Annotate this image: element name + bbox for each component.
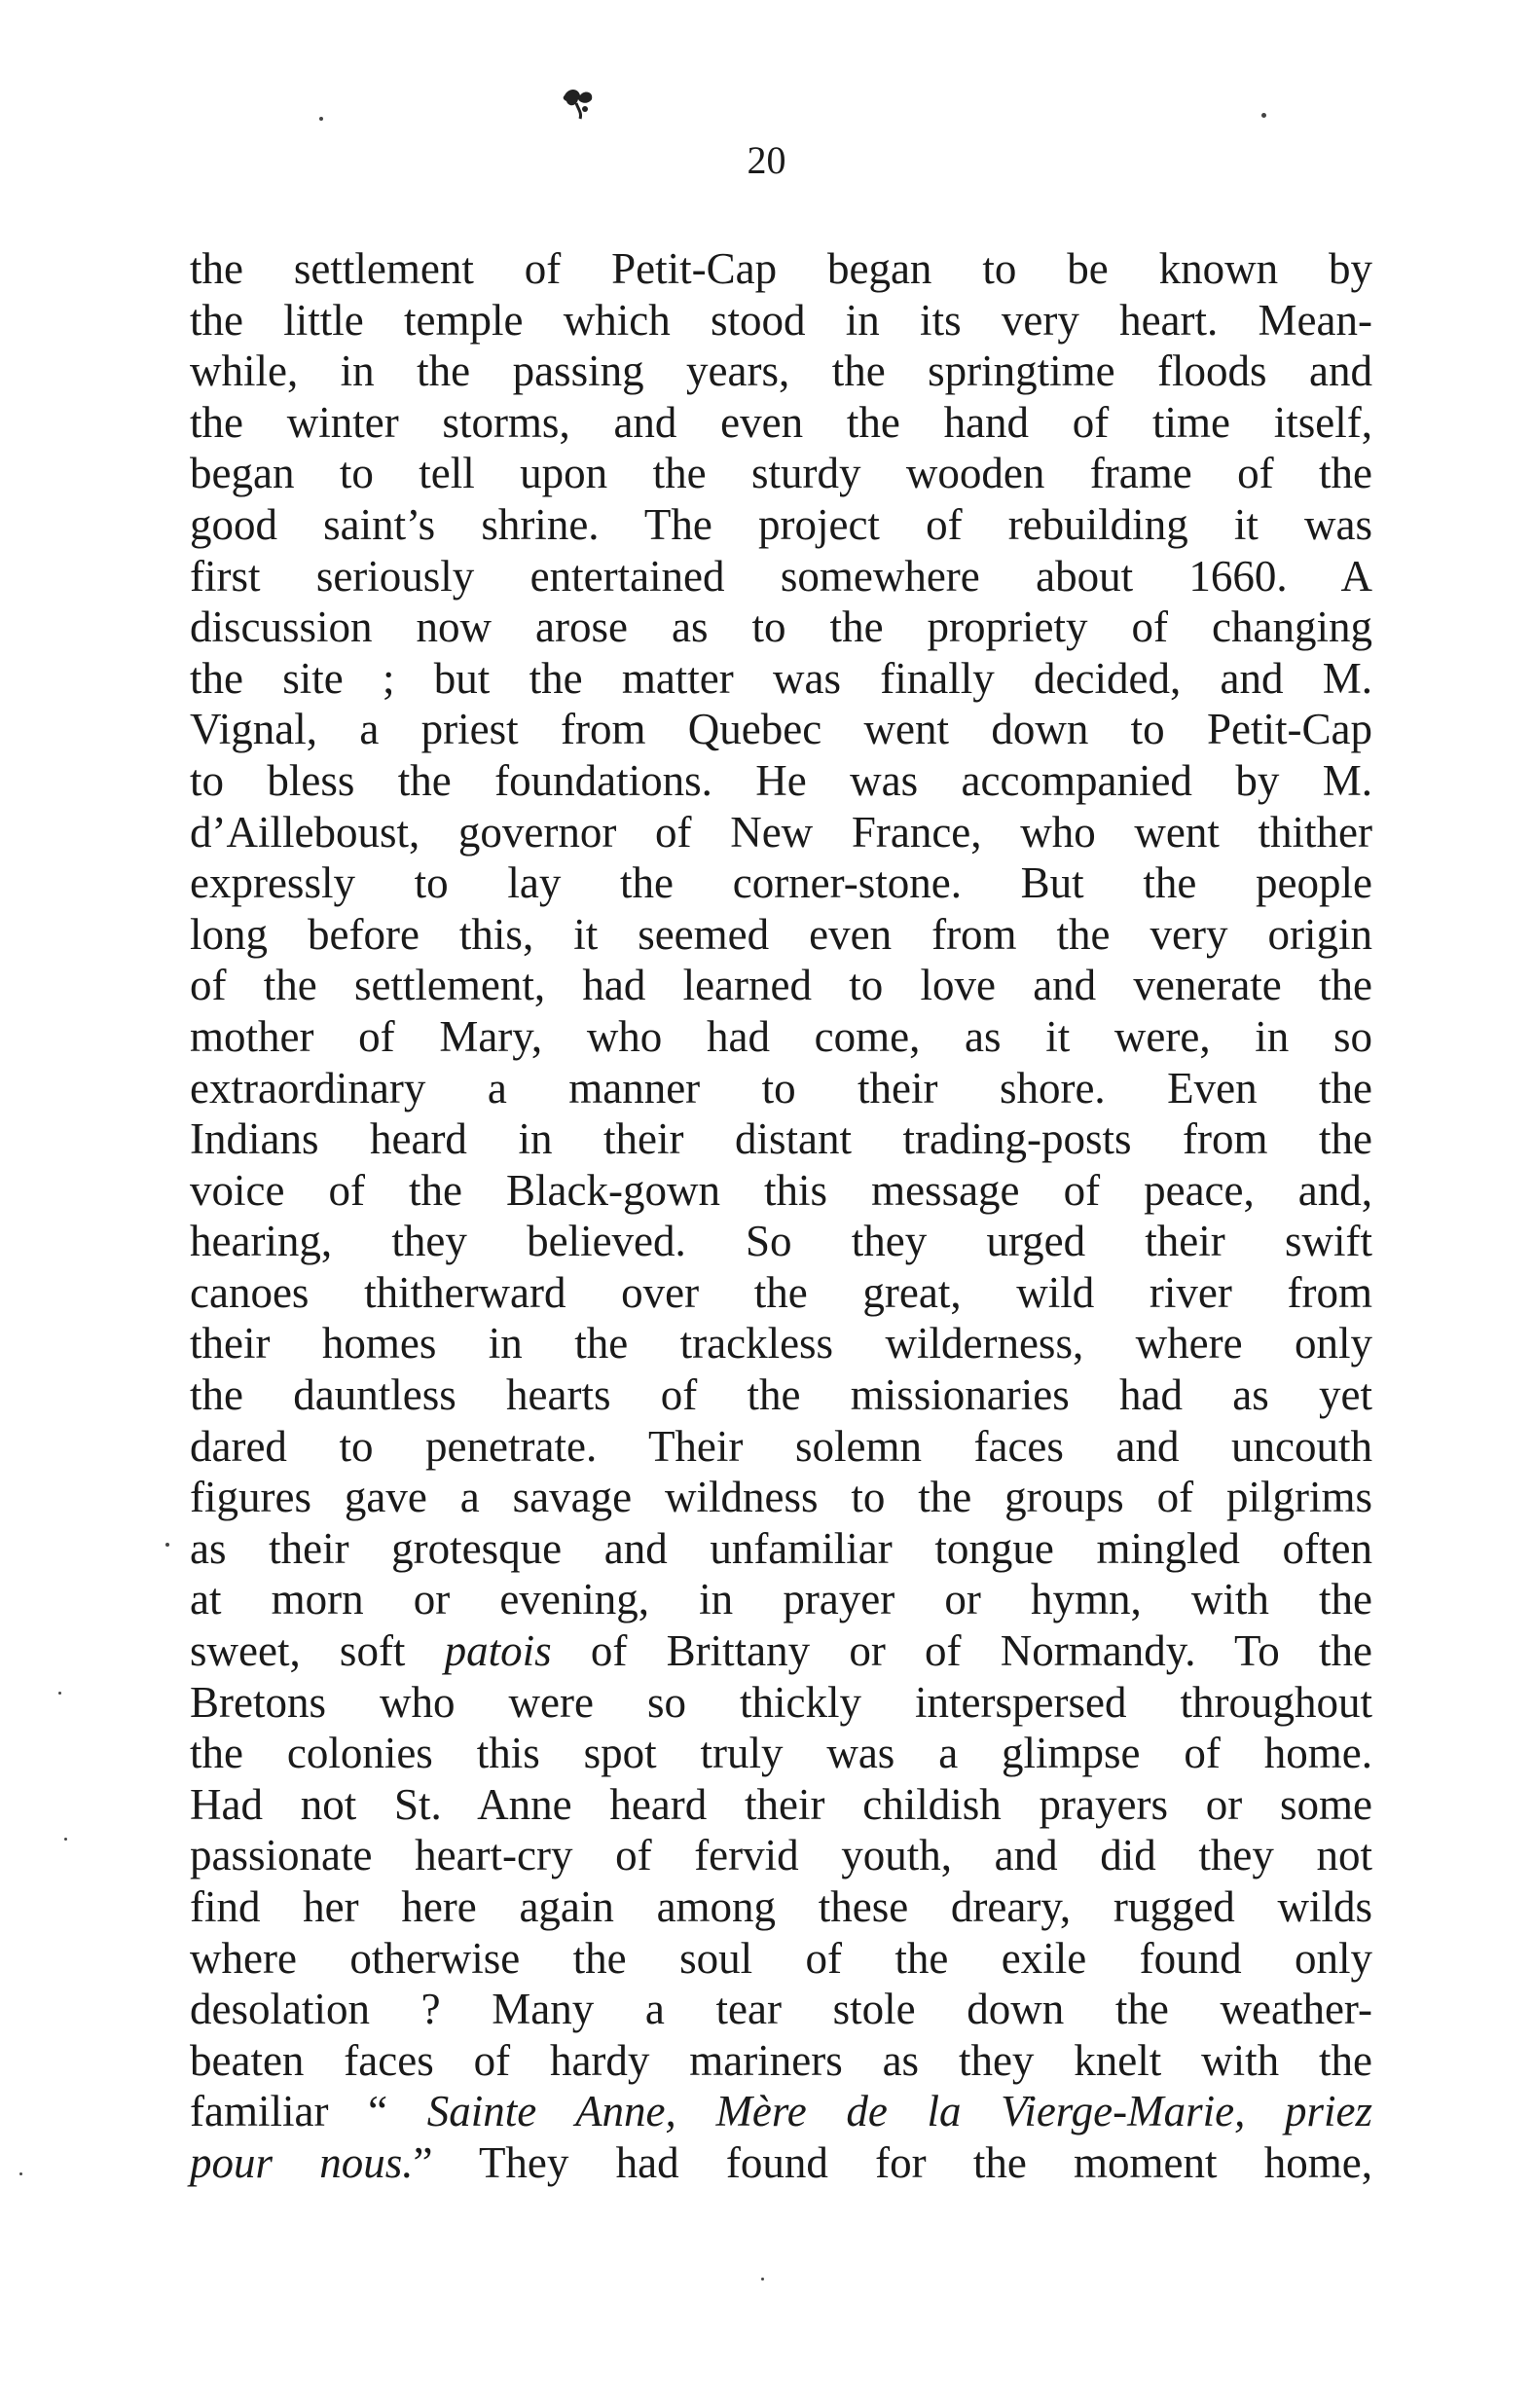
text-line [190,295,1372,347]
text-run: dared to penetrate. Their solemn faces and uncouth [190,1421,1372,1471]
text-run: find her here again among these dreary, rugged wilds [190,1882,1372,1931]
text-run: their homes in the trackless wilderness, where only [190,1319,1372,1368]
text-run: voice of the Black-gown this message of peace, and, [190,1165,1372,1215]
italic-run: Sainte Anne, Mère de la Vierge-Marie, priez [426,2087,1372,2136]
text-line [190,1216,1372,1267]
text-line [190,960,1372,1011]
text-line [190,448,1372,499]
text-run: to bless the foundations. He was accompanied by M. [190,755,1372,805]
text-run: began to tell upon the sturdy wooden frame of the [190,449,1372,498]
text-line [190,1881,1372,1933]
text-line [190,909,1372,961]
text-line [190,243,1372,295]
text-run: hearing, they believed. So they urged their swift [190,1217,1372,1266]
print-speck [165,1543,169,1547]
text-line [190,857,1372,909]
text-line [190,1677,1372,1729]
text-run: the dauntless hearts of the missionaries had as yet [190,1370,1372,1420]
printer-ornament-icon [559,86,598,121]
text-line [190,1011,1372,1063]
print-speck [319,117,323,121]
text-line [190,1625,1372,1677]
text-run: the little temple which stood in its very heart. Mean- [190,295,1372,345]
text-run: the colonies this spot truly was a glimpse of home. [190,1729,1372,1778]
text-line [190,1933,1372,1985]
text-run: Had not St. Anne heard their childish prayers or some [190,1779,1372,1829]
print-speck [58,1692,61,1695]
text-run: of the settlement, had learned to love and venerate the [190,961,1372,1010]
text-line [190,397,1372,449]
text-run: first seriously entertained somewhere about 1660. A [190,551,1372,601]
text-run: the settlement of Petit-Cap began to be known by [190,244,1372,293]
text-run: good saint’s shrine. The project of rebuilding it was [190,499,1372,549]
text-line [190,653,1372,705]
text-run: while, in the passing years, the springtime floods and [190,347,1372,396]
italic-run: patois [444,1626,552,1676]
text-line [190,1165,1372,1217]
text-run: the winter storms, and even the hand of time itself, [190,397,1372,447]
text-line [190,1063,1372,1114]
text-run: Bretons who were so thickly interspersed throughout [190,1677,1372,1727]
text-line [190,2035,1372,2087]
text-run: ” They had found for the moment home, [413,2137,1372,2187]
text-run: Indians heard in their distant trading-posts from the [190,1114,1372,1164]
text-line [190,1779,1372,1831]
text-line [190,1267,1372,1319]
text-run: of Brittany or of Normandy. To the [551,1626,1373,1676]
print-speck [761,2278,764,2280]
text-run: Vignal, a priest from Quebec went down to Petit-Cap [190,705,1372,754]
text-line [190,2086,1372,2137]
text-line [190,602,1372,653]
text-line [190,1369,1372,1421]
text-run: mother of Mary, who had come, as it were, in so [190,1011,1372,1061]
print-speck [19,2172,22,2175]
text-line [190,551,1372,602]
text-line [190,1728,1372,1779]
text-run: beaten faces of hardy mariners as they knelt with the [190,2035,1372,2085]
text-line [190,1421,1372,1473]
text-run: passionate heart-cry of fervid youth, and did they not [190,1831,1372,1880]
text-run: canoes thitherward over the great, wild river from [190,1267,1372,1317]
text-run: discussion now arose as to the propriety of changing [190,602,1372,652]
text-line [190,346,1372,397]
text-line [190,1830,1372,1881]
page-number: 20 [747,138,786,182]
text-run: where otherwise the soul of the exile found only [190,1933,1372,1983]
text-run: figures gave a savage wildness to the groups of pilgrims [190,1473,1372,1522]
text-line [190,2137,1372,2189]
text-run: sweet, soft [190,1626,445,1676]
print-speck [64,1838,67,1841]
italic-run: pour nous. [190,2137,414,2187]
text-run: expressly to lay the corner-stone. But the people [190,858,1372,908]
text-run: familiar “ [190,2087,427,2136]
text-run: d’Ailleboust, governor of New France, who went thither [190,807,1372,857]
text-line [190,807,1372,858]
text-line [190,499,1372,551]
text-line [190,1574,1372,1625]
text-run: as their grotesque and unfamiliar tongue mingled often [190,1523,1372,1573]
text-run: desolation ? Many a tear stole down the weather- [190,1985,1372,2034]
text-run: extraordinary a manner to their shore. Even the [190,1063,1372,1113]
text-line [190,755,1372,807]
text-line [190,1984,1372,2035]
text-run: at morn or evening, in prayer or hymn, with the [190,1575,1372,1624]
print-speck [1261,113,1266,118]
text-run: long before this, it seemed even from the very origin [190,909,1372,959]
body-text [190,243,1372,2189]
text-run: the site ; but the matter was finally decided, and M. [190,653,1372,703]
text-line [190,1318,1372,1369]
text-line [190,1113,1372,1165]
text-line [190,1472,1372,1523]
text-line [190,1523,1372,1575]
text-line [190,704,1372,755]
